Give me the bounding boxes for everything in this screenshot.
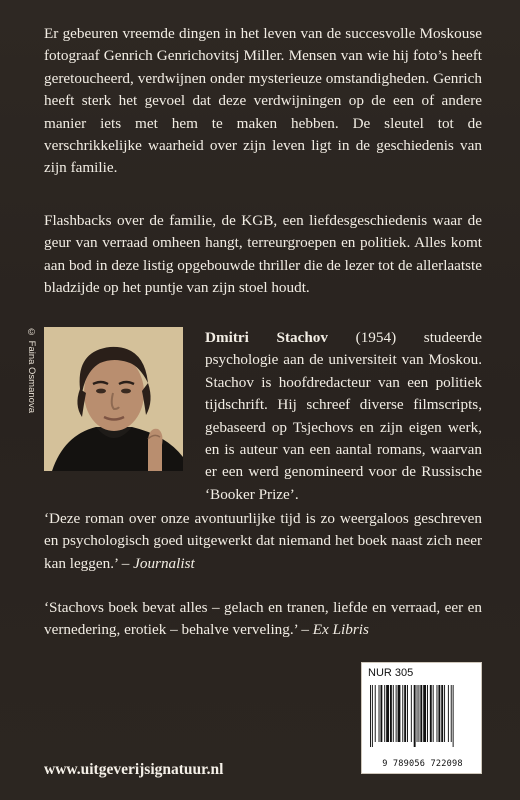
barcode-bar [411,685,412,742]
barcode-bar [423,685,426,742]
barcode-bar [418,685,419,742]
barcode-bar [441,685,443,742]
barcode-bar [430,685,432,742]
quote-source: Journalist [133,554,195,572]
quote-text: ‘Stachovs boek bevat alles – gelach en tranen, liefde en verraad, eer en vernedering, erotiek – behalve verveling.’ – [44,599,482,639]
barcode-bar [453,685,454,747]
barcode-bar [427,685,428,742]
barcode-bar [448,685,449,742]
author-bio [205,327,482,506]
barcode-bar [370,685,371,747]
barcode-bar [393,685,394,742]
quote-text: ‘Deze roman over onze avontuurlijke tijd is zo weergaloos geschreven en psychologisch goed uitgewerkt dat niemand het boek naast zich neer kan leggen.’ – [44,510,482,572]
quote-source: Ex Libris [312,621,369,639]
barcode-bar [379,685,380,742]
review-quote-2 [44,597,482,642]
blurb-paragraph-2: Flashbacks over de familie, de KGB, een liefdesgeschiedenis waar de geur van verraad omheen hangt, terreurgroepen en politiek. Alles komt aan bod in deze listig opgebouwde thriller die de lezer tot de allerlaatste bladzijde op het puntje van zijn stoel houdt. [44,212,482,297]
author-photo [44,327,183,471]
isbn-digits: 9 789056 722098 [382,759,463,769]
barcode-bar [414,685,416,747]
barcode-bars [370,685,475,747]
barcode-bar [380,685,382,742]
photo-credit: © Faina Osmanova [26,327,37,413]
nur-code: NUR 305 [368,667,414,679]
author-name: Dmitri Stachov [205,329,328,346]
barcode-bar [433,685,434,742]
barcode-bar [384,685,385,742]
barcode-bar [396,685,397,742]
barcode-bar [372,685,373,747]
review-quote-1 [44,508,482,575]
barcode-bar [375,685,376,742]
barcode-bar [398,685,401,742]
barcode-bar [451,685,452,742]
barcode-bar [417,685,418,742]
barcode-bar [437,685,438,742]
barcode-bar [404,685,406,742]
blurb-paragraph-1: Er gebeuren vreemde dingen in het leven van de succesvolle Moskouse fotograaf Genrich Genrichovitsj Miller. Mensen van wie hij foto’s heeft geretoucheerd, verdwijnen onder mysterieuze omstandigheden. Genrich heeft sterk het gevoel dat deze verdwijningen op de een of andere manier iets met hem te maken hebben. De sleutel tot de verschrikkelijke waarheid over zijn leven ligt in de geschiedenis van zijn familie. [44,25,482,177]
barcode-box [361,662,482,774]
barcode-bar [386,685,389,742]
publisher-website: www.uitgeverijsignatuur.nl [44,761,224,778]
author-bio-text: (1954) studeerde psychologie aan de universiteit van Moskou. Stachov is hoofdredacteur van een politiek tijdschrift. Hij schreef diverse filmscripts, gebaseerd op Tsjechovs en zijn eigen werk, en is auteur van een aantal romans, waarvan er een werd genomineerd voor de Russische ‘Booker Prize’. [205,329,482,503]
barcode-bar [402,685,403,742]
barcode-bar [420,685,422,742]
barcode-bar [444,685,445,742]
barcode-bar [438,685,440,742]
barcode-bar [390,685,392,742]
barcode-bar [407,685,408,742]
